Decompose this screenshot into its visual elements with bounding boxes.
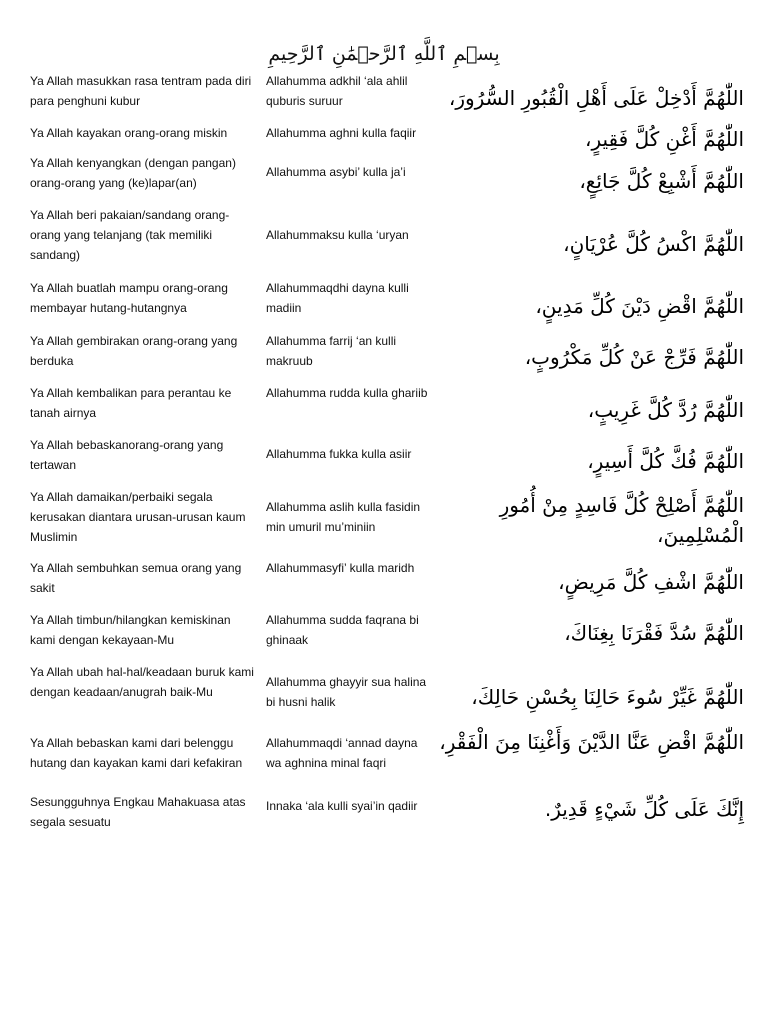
arabic-text: اللّٰهُمَّ غَيِّرْ سُوءَ حَالِنَا بِحُسْنِ حَالِكَ، (471, 685, 744, 709)
arabic-text: اللّٰهُمَّ فُكَّ كُلَّ أَسِيرٍ، (587, 449, 744, 473)
prayer-row (0, 430, 768, 482)
prayer-row (0, 554, 768, 606)
indonesian-translation: Ya Allah buatlah mampu orang-orang membayar hutang-hutangnya (30, 281, 228, 315)
indonesian-translation: Ya Allah beri pakaian/sandang orang-orang yang telanjang (tak memiliki sandang) (30, 208, 230, 262)
indonesian-translation: Ya Allah kayakan orang-orang miskin (30, 126, 228, 140)
prayer-row (0, 150, 768, 202)
arabic-text: اللّٰهُمَّ سُدَّ فَقْرَنَا بِغِنَاكَ، (564, 621, 744, 645)
latin-transliteration: Allahumma aghni kulla faqiir (266, 126, 417, 140)
latin-transliteration: Allahummaksu kulla ‘uryan (266, 228, 409, 242)
arabic-text: اللّٰهُمَّ اقْضِ عَنَّا الدَّيْنَ وَأَغْنِنَا مِنَ الْفَقْرِ، (439, 730, 744, 754)
latin-transliteration: Allahumma adkhil ‘ala ahlil quburis suruur (266, 74, 408, 108)
prayer-row (0, 658, 768, 730)
arabic-text: اللّٰهُمَّ أَشْبِعْ كُلَّ جَائِعٍ، (579, 169, 744, 193)
basmala-heading: بِسۡمِ ٱللَّهِ ٱلرَّحۡمَٰنِ ٱلرَّحِيمِ (268, 43, 500, 65)
arabic-text: اللّٰهُمَّ أَغْنِ كُلَّ فَقِيرٍ، (585, 127, 744, 151)
arabic-text: اللّٰهُمَّ فَرِّجْ عَنْ كُلِّ مَكْرُوبٍ، (524, 345, 744, 369)
latin-transliteration: Innaka ‘ala kulli syai’in qadiir (266, 799, 418, 813)
prayer-row (0, 482, 768, 554)
prayer-row (0, 68, 768, 120)
indonesian-translation: Ya Allah kembalikan para perantau ke tanah airnya (30, 386, 232, 420)
arabic-text: اللّٰهُمَّ اكْسُ كُلَّ عُرْيَانٍ، (563, 232, 744, 256)
indonesian-translation: Ya Allah bebaskan kami dari belenggu hutang dan kayakan kami dari kefakiran (30, 736, 243, 770)
latin-transliteration: Allahummaqdi ‘annad dayna wa aghnina minal faqri (266, 736, 418, 770)
prayer-row (0, 326, 768, 378)
indonesian-translation: Ya Allah ubah hal-hal/keadaan buruk kami dengan keadaan/anugrah baik-Mu (30, 665, 254, 699)
indonesian-translation: Ya Allah bebaskanorang-orang yang tertawan (30, 438, 224, 472)
arabic-text: إِنَّكَ عَلَى كُلِّ شَيْءٍ قَدِيرٌ. (544, 797, 744, 821)
latin-transliteration: Allahummaqdhi dayna kulli madiin (266, 281, 409, 315)
latin-transliteration: Allahumma sudda faqrana bi ghinaak (266, 613, 419, 647)
latin-transliteration: Allahumma ghayyir sua halina bi husni halik (266, 675, 427, 709)
arabic-text: اللّٰهُمَّ اقْضِ دَيْنَ كُلِّ مَدِينٍ، (535, 294, 744, 318)
latin-transliteration: Allahumma farrij ‘an kulli makruub (266, 334, 397, 368)
prayer-row (0, 120, 768, 150)
prayer-row (0, 378, 768, 430)
indonesian-translation: Ya Allah gembirakan orang-orang yang berduka (30, 334, 238, 368)
latin-transliteration: Allahumma fukka kulla asiir (266, 447, 412, 461)
latin-transliteration: Allahumma aslih kulla fasidin min umuril mu’miniin (266, 500, 421, 534)
indonesian-translation: Ya Allah kenyangkan (dengan pangan) orang-orang yang (ke)lapar(an) (30, 156, 236, 190)
indonesian-translation: Ya Allah sembuhkan semua orang yang sakit (30, 561, 242, 595)
latin-transliteration: Allahummasyfi’ kulla maridh (266, 561, 415, 575)
arabic-text: اللّٰهُمَّ اشْفِ كُلَّ مَرِيضٍ، (558, 570, 744, 594)
prayer-row (0, 790, 768, 842)
prayer-row (0, 274, 768, 326)
indonesian-translation: Sesungguhnya Engkau Mahakuasa atas segala sesuatu (30, 795, 246, 829)
latin-transliteration: Allahumma asybi’ kulla ja’i (266, 165, 406, 179)
indonesian-translation: Ya Allah timbun/hilangkan kemiskinan kami dengan kekayaan-Mu (30, 613, 231, 647)
prayer-table (0, 68, 768, 842)
arabic-text: اللّٰهُمَّ أَدْخِلْ عَلَى أَهْلِ الْقُبُورِ السُّرُورَ، (448, 86, 744, 110)
latin-transliteration: Allahumma rudda kulla ghariib (266, 386, 428, 400)
indonesian-translation: Ya Allah masukkan rasa tentram pada diri para penghuni kubur (30, 74, 252, 108)
prayer-row (0, 202, 768, 274)
prayer-row (0, 730, 768, 790)
indonesian-translation: Ya Allah damaikan/perbaiki segala kerusakan diantara urusan-urusan kaum Muslimin (30, 490, 246, 544)
arabic-text: اللّٰهُمَّ أَصْلِحْ كُلَّ فَاسِدٍ مِنْ أُمُورِ الْمُسْلِمِينَ، (499, 493, 744, 547)
prayer-row (0, 606, 768, 658)
arabic-text: اللّٰهُمَّ رُدَّ كُلَّ غَرِيبٍ، (587, 398, 744, 422)
